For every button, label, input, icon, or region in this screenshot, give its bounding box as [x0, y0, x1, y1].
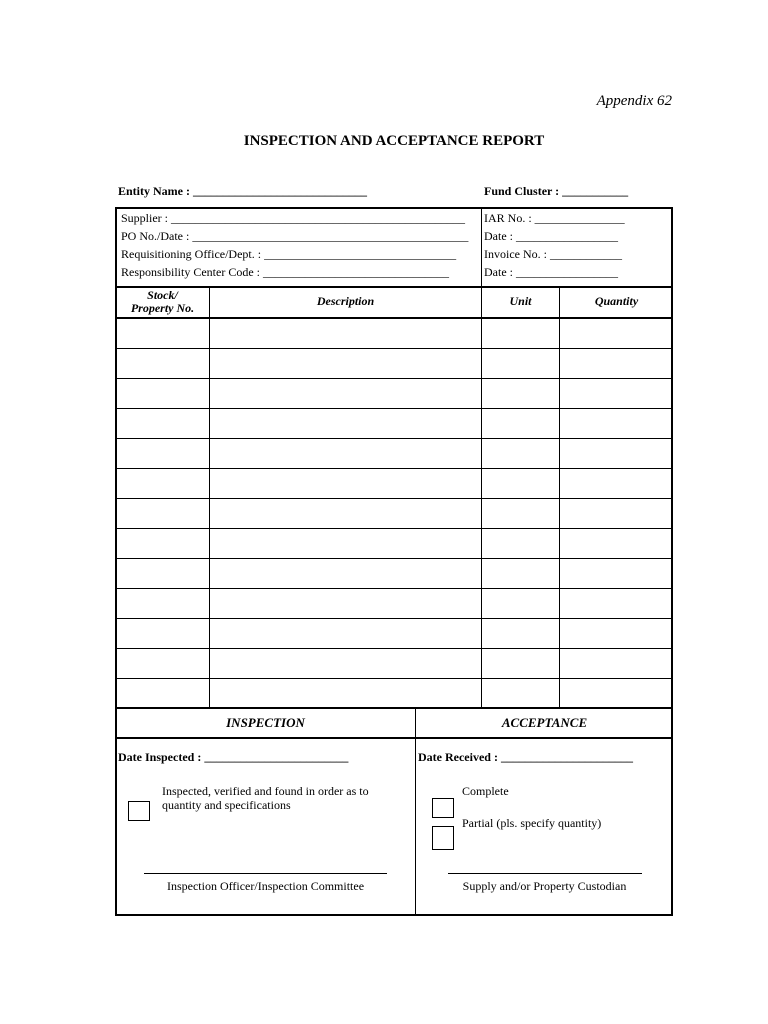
description-column-header: Description [316, 294, 375, 308]
acceptance-signature-line[interactable] [448, 873, 642, 874]
inspected-checkbox[interactable] [128, 801, 150, 821]
inspected-check-text [162, 784, 369, 812]
acceptance-signatory: Supply and/or Property Custodian [462, 879, 627, 893]
inspection-signatory: Inspection Officer/Inspection Committee [166, 879, 365, 893]
entity-name-field[interactable]: Entity Name : _____________________________ [118, 184, 367, 198]
item-row-rule [116, 468, 673, 469]
requisitioning-office-field[interactable]: Requisitioning Office/Dept. : ________________________________ [121, 247, 457, 261]
item-row-rule [116, 558, 673, 559]
item-row-rule [116, 618, 673, 619]
item-row-rule [116, 378, 673, 379]
section-heading-rule [116, 737, 673, 739]
complete-checkbox[interactable] [432, 798, 454, 818]
quantity-column-header: Quantity [594, 294, 639, 308]
partial-checkbox[interactable] [432, 826, 454, 850]
inspected-text-line2: quantity and specifications [162, 798, 291, 812]
iar-date-field[interactable]: Date : _________________ [484, 229, 618, 243]
info-bottom-rule [116, 286, 673, 288]
partial-label: Partial (pls. specify quantity) [462, 816, 602, 830]
acceptance-heading: ACCEPTANCE [501, 715, 588, 730]
appendix-label: Appendix 62 [596, 93, 672, 109]
date-inspected-field[interactable]: Date Inspected : ________________________ [118, 750, 349, 764]
item-row-rule [116, 348, 673, 349]
complete-label: Complete [462, 784, 509, 798]
responsibility-center-field[interactable]: Responsibility Center Code : _______________________________ [121, 265, 449, 279]
item-row-rule [116, 528, 673, 529]
stock-column-header [116, 289, 209, 315]
date-received-field[interactable]: Date Received : ______________________ [418, 750, 633, 764]
info-divider [481, 208, 482, 286]
stock-header-line1: Stock/ [147, 288, 178, 302]
item-row-rule [116, 648, 673, 649]
po-date-field[interactable]: PO No./Date : ______________________________________________ [121, 229, 469, 243]
stock-header-line2: Property No. [130, 301, 195, 315]
invoice-no-field[interactable]: Invoice No. : ____________ [484, 247, 622, 261]
item-row-rule [116, 678, 673, 679]
item-row-rule [116, 588, 673, 589]
items-bottom-rule [116, 707, 673, 709]
item-row-rule [116, 498, 673, 499]
unit-column-header: Unit [509, 294, 532, 308]
report-title: INSPECTION AND ACCEPTANCE REPORT [243, 133, 545, 149]
inspected-text-line1: Inspected, verified and found in order as to [162, 784, 369, 798]
iar-no-field[interactable]: IAR No. : _______________ [484, 211, 625, 225]
item-row-rule [116, 438, 673, 439]
supplier-field[interactable]: Supplier : _________________________________________________ [121, 211, 465, 225]
fund-cluster-field[interactable]: Fund Cluster : ___________ [484, 184, 629, 198]
item-row-rule [116, 408, 673, 409]
inspection-heading: INSPECTION [226, 715, 305, 730]
header-bottom-rule [116, 317, 673, 319]
invoice-date-field[interactable]: Date : _________________ [484, 265, 618, 279]
inspection-signature-line[interactable] [144, 873, 387, 874]
